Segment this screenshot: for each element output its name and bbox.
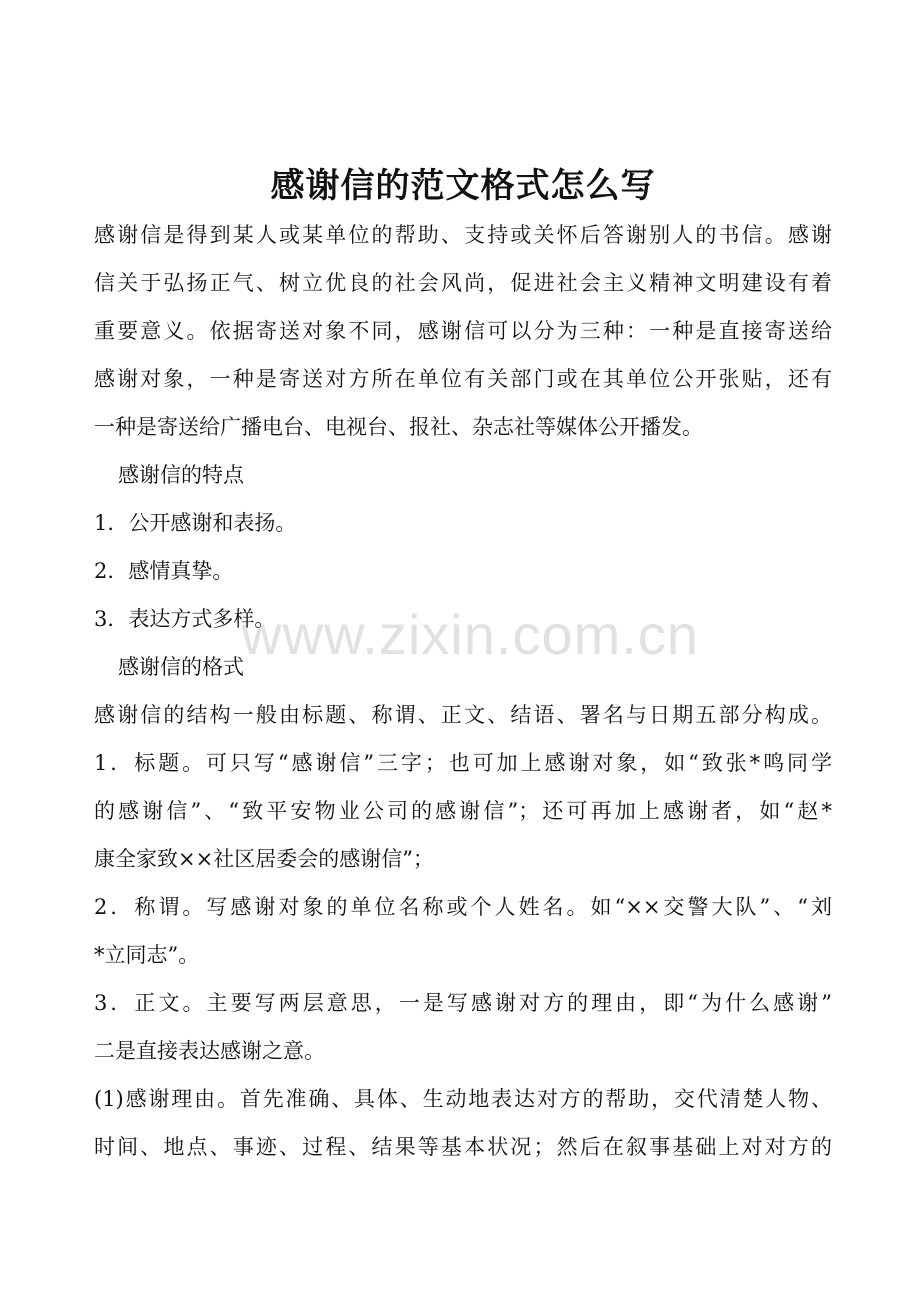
paragraph-line: *立同志”。 (94, 943, 200, 967)
section-heading-features: 感谢信的特点 (118, 463, 244, 487)
paragraph-line: 一种是寄送给广播电台、电视台、报社、杂志社等媒体公开播发。 (94, 415, 703, 439)
paragraph-line: 的感谢信”、“致平安物业公司的感谢信”；还可再加上感谢者，如“赵* (94, 799, 832, 823)
paragraph-line: 1．标题。可只写“感谢信”三字；也可加上感谢对象，如“致张*鸣同学 (94, 751, 832, 775)
paragraph-line: 3．正文。主要写两层意思，一是写感谢对方的理由，即“为什么感谢” (94, 991, 832, 1015)
paragraph-line: (1)感谢理由。首先准确、具体、生动地表达对方的帮助，交代清楚人物、 (94, 1087, 832, 1111)
list-item: 3．表达方式多样。 (94, 607, 276, 631)
paragraph-line: 信关于弘扬正气、树立优良的社会风尚，促进社会主义精神文明建设有着 (94, 271, 832, 295)
list-item: 1．公开感谢和表扬。 (94, 511, 297, 535)
document-title: 感谢信的范文格式怎么写 (270, 166, 656, 206)
paragraph-line: 2．称谓。写感谢对象的单位名称或个人姓名。如“××交警大队”、“刘 (94, 895, 832, 919)
list-item: 2．感情真挚。 (94, 559, 234, 583)
paragraph-line: 时间、地点、事迹、过程、结果等基本状况；然后在叙事基础上对对方的 (94, 1135, 832, 1159)
paragraph-line: 感谢信的结构一般由标题、称谓、正文、结语、署名与日期五部分构成。 (94, 703, 832, 727)
paragraph-line: 康全家致××社区居委会的感谢信”； (94, 847, 434, 871)
paragraph-line: 二是直接表达感谢之意。 (94, 1039, 325, 1063)
watermark: www.zixin.com.cn (241, 603, 699, 666)
paragraph-line: 重要意义。依据寄送对象不同，感谢信可以分为三种：一种是直接寄送给 (94, 319, 832, 343)
section-heading-format: 感谢信的格式 (118, 655, 244, 679)
paragraph-line: 感谢对象，一种是寄送对方所在单位有关部门或在其单位公开张贴，还有 (94, 367, 832, 391)
paragraph-line: 感谢信是得到某人或某单位的帮助、支持或关怀后答谢别人的书信。感谢 (94, 223, 832, 247)
